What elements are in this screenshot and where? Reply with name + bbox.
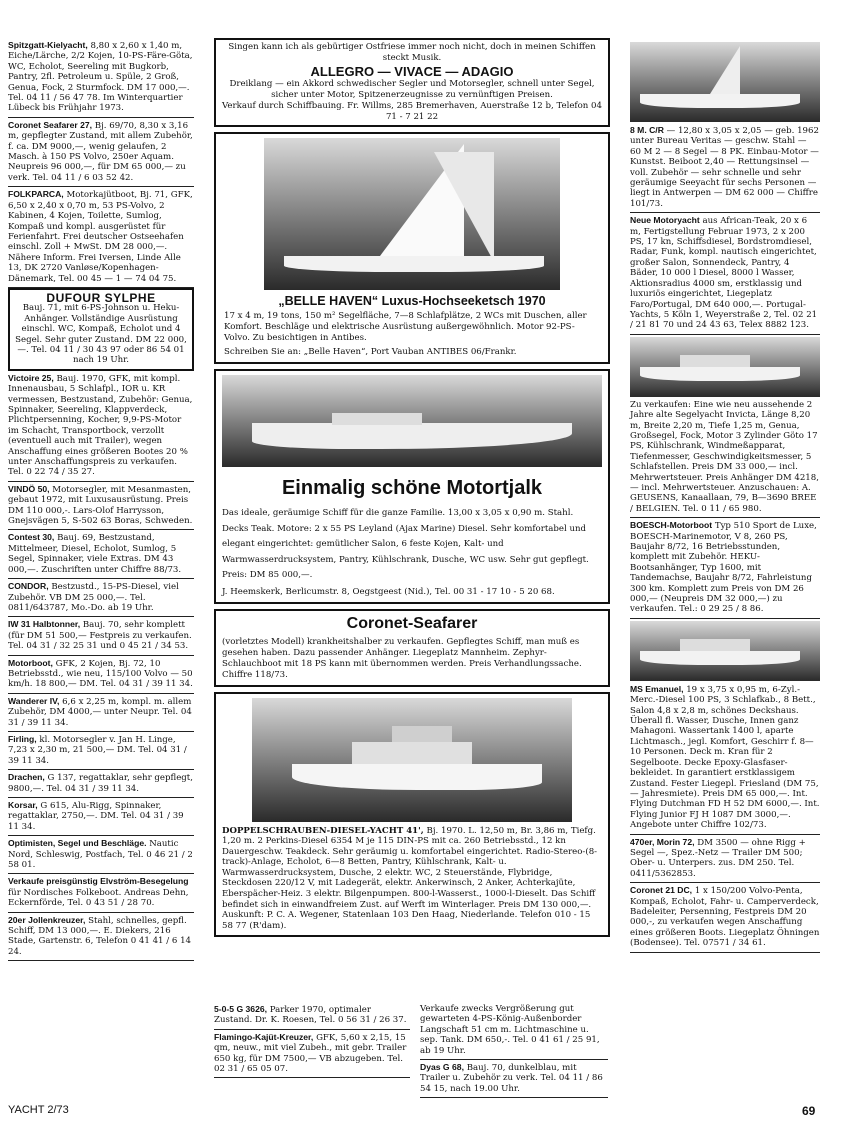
coronet-seafarer-ad (214, 609, 610, 687)
ad-text: Bestzustd., 15-PS-Diesel, viel Zubehör. VB DM 25 000,—. Tel. 0811/643787, Mo.-Do. ab 19 Uhr. (8, 582, 179, 613)
yacht41-photo (252, 698, 572, 822)
classified-ad (8, 656, 194, 694)
yacht41-ad (214, 692, 610, 938)
classified-ad (8, 913, 194, 962)
classified-ad (8, 617, 194, 655)
belle-haven-contact: Schreiben Sie an: „Belle Haven“, Port Vauban ANTIBES 06/Frankr. (224, 347, 517, 357)
ad-text: Bauj. 1970, GFK, mit kompl. Innenausbau, 5 Schlafpl., IOR u. KR vermessen, Bestzustand, Zubehör: Genua, Spinnaker, Seereling, Klappverdeck, Plichtpersenning, Kocher, 9,9-PS-Motor im Schacht, Transportbock, verzollt (eventuell auch mit Trailer), wegen Anschaffung eines größeren Bootes 20 % unter Anschaffungspreis zu verkaufen. Tel. 0 22 74 / 35 27. (8, 373, 193, 478)
classified-ad (420, 1002, 608, 1060)
footer-magazine: YACHT 2/73 (8, 1104, 69, 1116)
ad-text: G 615, Alu-Rigg, Spinnaker, regattaklar, 2750,—. DM. Tel. 04 31 / 39 11 34. (8, 801, 184, 832)
ad-text: Bj. 69/70, 8,30 x 3,16 m, gepflegter Zustand, mit allem Zubehör, f. ca. DM 9000,—, wenig gelaufen, 2 Masch. à 150 PS Volvo, 250er Aquam. Neupreis 96 000,—, für DM 65 000,— zu verk. Tel. 04 11 / 6 03 52 42. (8, 120, 193, 183)
allegro-title: ALLEGRO — VIVACE — ADAGIO (310, 64, 514, 79)
hull-photo (630, 337, 820, 397)
ad-text: DM 3500 — ohne Rigg + Segel —, Spez.-Netz — Trailer DM 500; Ober- u. Unterpers. zus. DM 250. Tel. 0411/5362853. (630, 837, 806, 879)
yacht41-lead: DOPPELSCHRAUBEN-DIESEL-YACHT 41', (222, 825, 424, 836)
center-bottom-right (420, 1002, 608, 1098)
classified-ad (8, 836, 194, 874)
classified-ad (630, 619, 820, 835)
ad-lead: Victoire 25, (8, 372, 54, 383)
ad-lead: CONDOR, (8, 581, 49, 592)
ad-lead: 5-0-5 G 3626, (214, 1004, 268, 1014)
center-bottom-left (214, 1002, 410, 1078)
ad-text: für Nordisches Folkeboot. Andreas Dehn, Eckernförde, Tel. 0 43 51 / 28 70. (8, 887, 189, 909)
classified-ad (630, 835, 820, 884)
ad-lead: Optimisten, Segel und Beschläge. (8, 838, 147, 849)
sail-photo (630, 42, 820, 122)
classified-ad (8, 371, 194, 482)
ad-lead: VINDÖ 50, (8, 483, 50, 494)
classified-ad (214, 1002, 410, 1030)
ad-lead: Verkaufe preisgünstig Elvström-Besegelung (8, 876, 189, 887)
ad-lead: Firling, (8, 733, 37, 744)
tjalk-photo (222, 375, 602, 467)
classified-ad (8, 187, 194, 288)
ad-headline: DUFOUR SYLPHE (46, 290, 156, 305)
classified-ad (630, 213, 820, 334)
ad-lead: Motorboot, (8, 657, 53, 668)
ad-lead: Wanderer IV, (8, 695, 60, 706)
motortjalk-contact: J. Heemskerk, Berlicumstr. 8, Oegstgeest (Nid.), Tel. 00 31 - 17 10 - 5 20 68. (222, 586, 555, 597)
motor-photo (630, 621, 820, 681)
ad-text: Bauj. 69, Bestzustand, Mittelmeer, Diesel, Echolot, Sumlog, 5 Segel, Spinnaker, viele Extras. DM 43 000,—. Zuschriften unter Chiffre 88/73. (8, 533, 182, 575)
ad-lead: 20er Jollenkreuzer, (8, 914, 86, 925)
allegro-contact: Verkauf durch Schiffbauing. Fr. Willms, 285 Bremerhaven, Auerstraße 12 b, Telefon 04 71 - 7 21 22 (222, 101, 602, 122)
allegro-intro: Singen kann ich als gebürtiger Ostfriese immer noch nicht, doch in meinen Schiffen steckt Musik. (228, 42, 596, 63)
ketch-photo (264, 138, 560, 290)
belle-haven-ad (214, 132, 610, 364)
ad-text: Bauj. 70, sehr komplett (für DM 51 500,— Festpreis zu verkaufen. Tel. 04 31 / 32 25 31 und 0 45 21 / 34 53. (8, 620, 192, 652)
ad-text: Bauj. 70, dunkelblau, mit Trailer u. Zubehör zu verk. Tel. 04 11 / 86 54 15, nach 19.00 Uhr. (420, 1063, 603, 1094)
motortjalk-title: Einmalig schöne Motortjalk (281, 477, 543, 499)
coronet-body: (vorletztes Modell) krankheitshalber zu verkaufen. Gepflegtes Schiff, man muß es gesehen haben. Dazu passender Anhänger. Liegeplatz Mannheim. Zephyr-Schlauchboot mit 18 PS kann mit übernommen werden. Preis Verhandlungssache. Chiffre 118/73. (222, 636, 582, 680)
ad-text: G 137, regattaklar, sehr gepflegt, 9800,—. Tel. 04 31 / 39 11 34. (8, 773, 193, 794)
motortjalk-body: Das ideale, geräumige Schiff für die ganze Familie. 13,00 x 3,05 x 0,90 m. Stahl. Decks Teak. Motore: 2 x 55 PS Leyland (Ajax Marine) Diesel. Sehr komfortabel und elegant eingerichtet: gemütlicher Salon, 6 feste Kojen, Kalt- und Warmwasserdrucksystem, Pantry, Kühlschrank, Dusche, WC usw. Sehr gut gepflegt. Preis: DM 85 000,—. (222, 508, 589, 580)
ad-text: Zu verkaufen: Eine wie neu aussehende 2 Jahre alte Segelyacht Invicta, Länge 8,20 m, Breite 2,20 m, Tiefe 1,25 m, Genua, Großsegel, Fock, Motor 3 Zylinder Göto 17 PS, Kühlschrank, Windmeßapparat, Tiefenmesser, Geschwindigkeitsmesser, 5 Schlafstellen. Preis DM 33 000,— incl. Mehrwertsteuer. Preis Anhänger DM 4218,— incl. Mehrwertsteuer. Anzuschauen: A. GEUSENS, Kanaallaan, 79, B—3690 BREE / BELGIEN. Tel. 0 11 / 65 980. (630, 399, 819, 514)
ad-text: — 12,80 x 3,05 x 2,05 — geb. 1962 unter Bureau Veritas — geschw. Stahl — 60 M 2 — 8 Segel — 8 PK. Einbau-Motor — Kunstst. Beiboot 2,40 — Rettungsinsel — voll. Zubehör — sehr schnelle und sehr geräumige Seeyacht für sechs Personen — liegt in Antwerpen — DM 62 000 — Chiffre 101/73. (630, 126, 819, 209)
ad-text: GFK, 2 Kojen, Bj. 72, 10 Betriebsstd., wie neu, 115/100 Volvo — 50 km/h. 18 800,— DM. Tel. 04 31 / 39 11 34. (8, 658, 193, 690)
classified-ad (8, 482, 194, 531)
ad-lead: Drachen, (8, 772, 45, 783)
classified-ad (8, 874, 194, 912)
classified-ad (8, 530, 194, 579)
ad-text: Parker 1970, optimaler Zustand. Dr. K. Roesen, Tel. 0 56 31 / 26 37. (214, 1005, 407, 1026)
classified-ad (8, 288, 194, 371)
classified-ad (630, 883, 820, 952)
ad-text: 19 x 3,75 x 0,95 m, 6-Zyl.-Merc.-Diesel 100 PS, 3 Schlafkab., 8 Bett., Salon 4,8 x 2,8 m, schönes Deckshaus. Überall fl. Wasser, Dusche, Innen ganz Mahagoni. Wassertank 1400 l, aparte Lichtmasch., jegl. Komfort, Geschirr f. 8—10 Personen. Deck m. Kran für 2 Segelboote. Decke Epoxy-Glasfaser-bekleidet. In garantiert erstklassigem Zustand. Fester Liegepl. Friesland (DM 75,— Jahresmiete). Preis DM 65 000,—. Int. Flying Dutchman FD H 52 DM 6000,—. Int. Flying Junior FJ H 1087 DM 3000,—. Angebote unter Chiffre 102/73. (630, 684, 820, 831)
page-number: 69 (802, 1104, 816, 1118)
ad-text: GFK, 5,60 x 2,15, 15 qm, neuw., mit viel Zubeh., mit gebr. Trailer 650 kg, für DM 7500,— VB abzugeben. Tel. 02 31 / 65 05 07. (214, 1032, 407, 1075)
ad-lead: Korsar, (8, 800, 38, 810)
ad-lead: Neue Motoryacht (630, 215, 700, 226)
ad-text: Nautic Nord, Schleswig, Postfach, Tel. 0 46 21 / 2 58 01. (8, 839, 193, 871)
ad-text: aus African-Teak, 20 x 6 m, Fertigstellung Februar 1973, 2 x 200 PS, 17 kn, Schiffsdiesel, Bordstromdiesel, Radar, Funk, kompl. nautisch eingerichtet, großer Salon, Sonnendeck, Pantry, 4 Bäder, 10 000 l Diesel, 8000 l Wasser, Aktionsradius 4000 sm, erstklassig und luxuriös eingerichtet, Liegeplatz Faro/Portugal, DM 640 000,—. Portugal-Yachts, 5 Köln 1, Weyerstraße 2, Tel. 02 21 / 21 81 70 und 24 43 63, Telex 8882 123. (630, 216, 818, 331)
ad-text: kl. Motorsegler v. Jan H. Linge, 7,23 x 2,30 m, 21 500,— DM. Tel. 04 31 / 39 11 34. (8, 734, 187, 766)
ad-text: 1 x 150/200 Volvo-Penta, Kompaß, Echolot, Fahr- u. Camperverdeck, Badeleiter, Persenning, Festpreis DM 20 000,-, zu verkaufen wegen Anschaffung eines größeren Boots. Liegeplatz Öhningen (Bodensee). Tel. 07571 / 34 61. (630, 886, 820, 949)
ad-lead: Coronet 21 DC, (630, 885, 693, 896)
ad-text: Motorkajütboot, Bj. 71, GFK, 6,50 x 2,40 x 0,70 m, 53 PS-Volvo, 2 Kabinen, 4 Kojen, Toilette, Sumlog, Kompaß und kompl. ausgerüstet für Ferienfahrt. Frei deutscher Ostseehafen einschl. Zoll + MwSt. DM 28 000,—. Nähere Inform. Frei Iversen, Linde Alle 13, DK 2720 Vanløse/Kopenhagen-Dänemark, Tel. 00 45 — 1 — 74 04 75. (8, 190, 193, 284)
belle-haven-body: 17 x 4 m, 19 tons, 150 m² Segelfläche, 7—8 Schlafplätze, 2 WCs mit Duschen, aller Komfort. Beschläge und elektrische Ausrüstung außergewöhnlich. Motor 92-PS-Volvo. Zu besichtigen in Antibes. (224, 311, 587, 343)
yacht41-text (222, 826, 602, 932)
ad-lead: Coronet Seafarer 27, (8, 119, 93, 130)
ad-lead: Spitzgatt-Kielyacht, (8, 40, 88, 50)
classified-ad (8, 770, 194, 798)
left-column (8, 38, 194, 961)
yacht41-body: Bj. 1970. L. 12,50 m, Br. 3,86 m, Tiefg. 1,20 m. 2 Perkins-Diesel 6354 M je 115 DIN-PS mit ca. 260 Betriebsstd., 12 kn Dauergeschw. Teakdeck. Sehr geräumig u. komfortabel eingerichtet. Radio-Stereo-(8-track)-Anlage, Echolot, 6—8 Betten, Pantry, Kühlschrank, Kalt- u. Warmwasserdrucksystem, Dusche, 2 elektr. WC, 2 Steuerstände, Flybridge, Steckdosen 220/12 V, mit Ladegerät, elektr. Ankerwinsch, 2 Anker, Achterkajüte, Eberspächer-Heiz. 3 elektr. Bilgenpumpen. 800-l-Wasserst., 1000-l-Dieselt. Das Schiff befindet sich in einwandfreiem Zust. auf Werft im Winterlager. Preis DM 130 000,—. Auskunft: P. C. A. Wegener, Statenlaan 103 Den Haag, Niederlande. Telefon 010 - 15 58 77 (R'dam). (222, 825, 598, 931)
classified-ad (8, 798, 194, 836)
ad-lead: MS Emanuel, (630, 683, 684, 694)
ad-lead: Flamingo-Kajüt-Kreuzer, (214, 1031, 314, 1042)
ad-text: 8,80 x 2,60 x 1,40 m, Eiche/Lärche, 2/2 Kojen, 10-PS-Färe-Göta, WC, Echolot, Seereling mit Bugkorb, Pantry, 2fl. Petroleum u. Spüle, 2 Groß, Genua, Fock, 2 Sturmfock. DM 17 000,—. Tel. 04 11 / 56 47 78. Im Winterquartier Lübeck bis Frühjahr 1973. (8, 41, 193, 114)
classified-ad (8, 38, 194, 118)
ad-text: Motorsegler, mit Mesanmasten, gebaut 1972, mit Luxusausrüstung. Preis DM 110 000,-. Lars-Olof Harrysson, Gnejsvägen 5, S-502 63 Boras, Schweden. (8, 484, 193, 527)
classified-ad (420, 1060, 608, 1098)
ad-lead: Contest 30, (8, 532, 55, 543)
ad-lead: FOLKPARCA, (8, 189, 64, 200)
ad-lead: 8 M. C/R (630, 125, 664, 135)
ad-text: 6,6 x 2,25 m, kompl. m. allem Zubehör, DM 4000,— unter Neupr. Tel. 04 31 / 39 11 34. (8, 696, 192, 728)
ad-text: Verkaufe zwecks Vergrößerung gut gewarteten 4-PS-König-Außenborder Langschaft 51 cm m. Lichtmaschine u. sep. Tank. DM 650,-. Tel. 0 41 61 / 25 91, ab 19 Uhr. (420, 1004, 600, 1056)
classified-ad (630, 518, 820, 619)
classified-ad (214, 1030, 410, 1079)
classified-ad (630, 40, 820, 213)
classified-ad (8, 118, 194, 187)
ad-lead: Dyas G 68, (420, 1062, 464, 1073)
motortjalk-ad (214, 369, 610, 604)
coronet-title: Coronet-Seafarer (346, 614, 478, 632)
ad-text: Bauj. 71, mit 6-PS-Johnson u. Heku-Anhänger. Vollständige Ausrüstung einschl. WC, Kompaß, Echolot und 4 Segel. Sehr guter Zustand. DM 22 000,—. Tel. 04 11 / 30 43 97 oder 86 54 01 nach 19 Uhr. (15, 303, 187, 366)
ad-lead: IW 31 Halbtonner, (8, 619, 81, 630)
ad-text: Stahl, schnelles, gepfl. Schiff, DM 13 000,—. E. Diekers, 216 Stade, Gartenstr. 6, Telefon 0 41 41 / 6 14 24. (8, 915, 192, 957)
belle-haven-title: „BELLE HAVEN“ Luxus-Hochseeketsch 1970 (278, 294, 546, 308)
center-column (214, 38, 610, 942)
classified-ad (8, 579, 194, 617)
allegro-ad (214, 38, 610, 127)
classified-ad (8, 732, 194, 770)
ad-lead: 470er, Morin 72, (630, 836, 695, 847)
right-column (630, 40, 820, 953)
classified-ad (8, 694, 194, 732)
ad-text: Typ 510 Sport de Luxe, BOESCH-Marinemotor, V 8, 260 PS, Baujahr 8/72, 16 Betriebsstunden, komplett mit Zubehör. HEKU-Bootsanhänger, Typ 1600, mit Tandemachse, Baujahr 8/72, Fahrleistung 300 km. Komplett zum Preis von DM 26 000,— (Neupreis DM 32 000,—) zu verkaufen. Tel.: 0 29 25 / 8 86. (630, 521, 817, 615)
classified-ad (630, 335, 820, 518)
allegro-body: Dreiklang — ein Akkord schwedischer Segler und Motorsegler, schnell unter Segel, sicher unter Motor, Spitzenerzeugnisse zu vernünftigen Preisen. (229, 79, 595, 100)
ad-lead: BOESCH-Motorboot (630, 520, 713, 531)
